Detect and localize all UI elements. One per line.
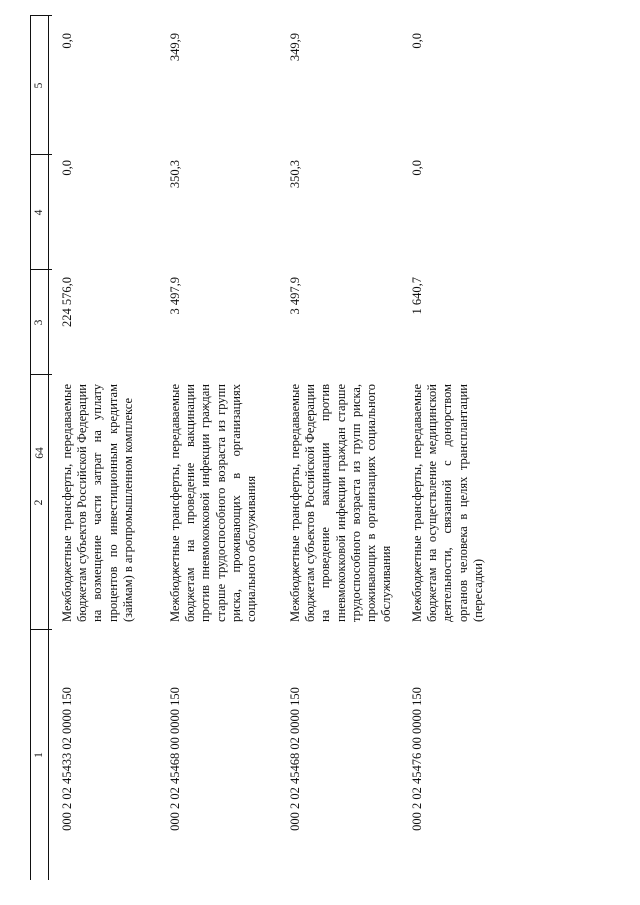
row-value-col4: 350,3 xyxy=(168,160,182,189)
row-value-col4: 0,0 xyxy=(410,160,424,176)
row-code: 000 2 02 45468 02 0000 150 xyxy=(288,687,302,831)
row-value-col5: 0,0 xyxy=(60,33,74,49)
row-value-col4: 350,3 xyxy=(288,160,302,189)
header-col-1: 1 xyxy=(33,752,45,758)
header-col-2: 2 xyxy=(33,499,45,506)
header-col-3: 3 xyxy=(33,319,45,326)
row-value-col3: 1 640,7 xyxy=(410,277,424,315)
row-value-col5: 349,9 xyxy=(288,33,302,62)
row-description: Межбюджетные трансферты, передаваемые бюджетам на осуществление медицинской деятельности, связанной с донорством органов человека в целях трансплантации (пересадки) xyxy=(410,384,485,622)
header-col-5: 5 xyxy=(33,82,45,89)
header-col-4: 4 xyxy=(33,209,45,216)
row-value-col3: 3 497,9 xyxy=(168,277,182,315)
row-value-col5: 0,0 xyxy=(410,33,424,49)
page-number: 64 xyxy=(34,447,46,459)
row-description: Межбюджетные трансферты, передаваемые бюджетам субъектов Российской Федерации на проведение вакцинации против пневмококковой инфекции граждан старше трудоспособного возраста из групп риска, проживающих в организациях социального обслуживания xyxy=(288,384,394,622)
row-value-col3: 3 497,9 xyxy=(288,277,302,315)
row-code: 000 2 02 45476 00 0000 150 xyxy=(410,687,424,831)
row-value-col3: 224 576,0 xyxy=(60,277,74,327)
row-description: Межбюджетные трансферты, передаваемые бюджетам на проведение вакцинации против пневмококковой инфекции граждан старше трудоспособного возраста из групп риска, проживающих в организациях социального обслуживания xyxy=(168,384,259,622)
budget-table xyxy=(30,15,610,880)
row-code: 000 2 02 45433 02 0000 150 xyxy=(60,687,74,831)
row-value-col5: 349,9 xyxy=(168,33,182,62)
row-description: Межбюджетные трансферты, передаваемые бюджетам субъектов Российской Федерации на возмещение части затрат на уплату процентов по инвестиционным кредитам (займам) в агропромышленном комплексе xyxy=(60,384,135,622)
table-top-border xyxy=(30,15,31,880)
row-code: 000 2 02 45468 00 0000 150 xyxy=(168,687,182,831)
row-value-col4: 0,0 xyxy=(60,160,74,176)
header-bottom-border xyxy=(48,15,49,880)
